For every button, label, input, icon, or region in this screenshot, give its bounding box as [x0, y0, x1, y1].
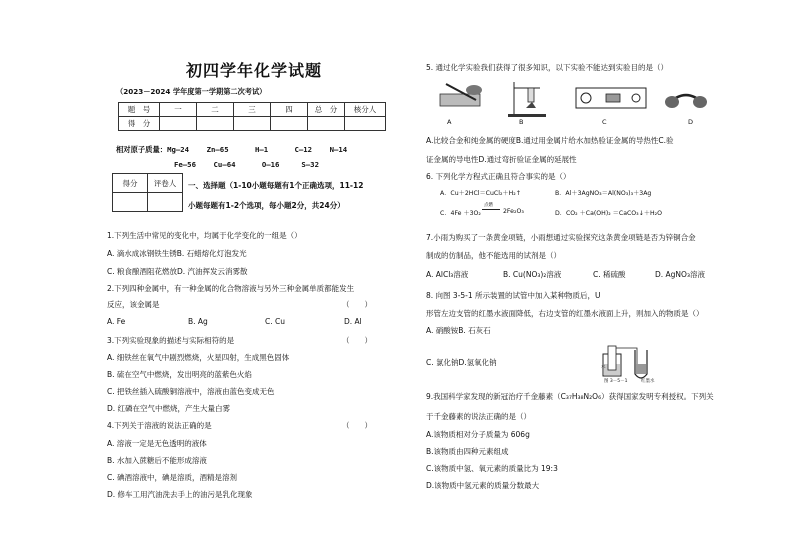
q5-image-d: [665, 95, 707, 108]
q6-option-d: D．CO₂ ＋Ca(OH)₂ ＝CaCO₃↓＋H₂O: [555, 210, 663, 217]
score-cell[interactable]: [197, 117, 234, 131]
q5-options-line2: 证金属的导电性D.通过弯折验证金属的延展性: [426, 155, 577, 164]
answer-paren[interactable]: （ ）: [342, 300, 372, 309]
q5-experiment-images: [436, 80, 751, 118]
exam-subtitle: （2023－2024 学年度第一学期第二次考试）: [116, 87, 267, 96]
question-2-cont: 反应，该金属是: [107, 300, 160, 309]
score-cell[interactable]: [308, 117, 345, 131]
q3-option-c: C. 把铁丝插入硫酸铜溶液中，溶液由蓝色变成无色: [107, 387, 275, 396]
score-header-cell: 二: [197, 103, 234, 117]
q4-option-c: C. 碘酒溶液中，碘是溶质，酒精是溶剂: [107, 473, 238, 482]
score-header-cell: 核分人: [345, 103, 386, 117]
q1-option-cd: C. 粮食酿酒阻花燃放D. 汽油挥发云消雾散: [107, 267, 248, 276]
section-one-heading: [188, 176, 388, 216]
grader-name-label: 评卷人: [148, 174, 183, 193]
question-2: 2.下列四种金属中，有一种金属的化合物溶液与另外三种金属单质都能发生: [107, 284, 355, 293]
answer-paren[interactable]: （ ）: [342, 336, 372, 345]
question-1: 1.下列生活中常见的变化中，均属于化学变化的一组是（）: [107, 231, 302, 240]
q7-option-a: A. AlCl₃溶液: [426, 270, 469, 279]
q6-option-a: A．Cu＋2HCl＝CuCl₂＋H₂↑: [440, 190, 521, 197]
q6-option-c: C．4Fe ＋3O₂: [440, 210, 481, 217]
question-3: 3.下列实验现象的描述与实际相符的是: [107, 336, 235, 345]
question-5: 5. 通过化学实验我们获得了很多知识，以下实验不能达到实验目的是（）: [426, 63, 669, 72]
q8-option-ab: A. 硝酸铵B. 石灰石: [426, 326, 491, 335]
q8-option-cd: C. 氯化钠D.氢氧化钠: [426, 358, 497, 367]
q3-option-d: D. 红磷在空气中燃烧，产生大量白雾: [107, 404, 231, 413]
section-heading-line: 一、选择题（1-10小题每题有1个正确选项，11-12: [188, 181, 364, 190]
q5-image-c: [576, 88, 646, 108]
figure-ink-label: 红墨水: [641, 379, 655, 384]
q6-option-b: B．Al＋3AgNO₃＝Al(NO₃)₃＋3Ag: [555, 190, 652, 197]
q5-image-a: [440, 84, 482, 106]
q9-option-c: C.该物质中氢、氧元素的质量比为 19:3: [426, 464, 558, 473]
exam-title: 初四学年化学试题: [186, 61, 323, 80]
grader-name-cell[interactable]: [148, 193, 183, 212]
atomic-masses-line2: Fe—56 Cu—64 O—16 S—32: [174, 160, 319, 169]
q7-option-d: D. AgNO₃溶液: [655, 270, 705, 279]
atomic-masses-line1: 相对原子质量：Mg—24 Zn—65 H—1 C—12 N—14: [116, 145, 348, 154]
grader-score-cell[interactable]: [113, 193, 148, 212]
q4-option-b: B. 水加入蔗糖后不能形成溶液: [107, 456, 207, 465]
score-table: [118, 102, 386, 131]
question-9-cont: 于千金藤素的说法正确的是（）: [426, 412, 531, 421]
q4-option-d: D. 修车工用汽油洗去手上的油污是乳化现象: [107, 490, 253, 499]
question-8: 8. 向图 3-5-1 所示装置的试管中加入某种物质后，U: [426, 291, 601, 300]
question-8-cont: 形管左边支管的红墨水液面降低，右边支管的红墨水液面上升，则加入的物质是（）: [426, 309, 704, 318]
question-9: 9.我国科学家发现的新冠治疗千金藤素（C₃₇H₃₈N₂O₆）获得国家发明专利授权。下列关: [426, 392, 714, 401]
q5-label-c: C: [602, 118, 607, 126]
q2-option-b: B. Ag: [188, 317, 208, 326]
q5-label-a: A: [447, 118, 452, 126]
score-header-cell: 四: [271, 103, 308, 117]
q4-option-a: A. 溶液一定是无色透明的液体: [107, 439, 207, 448]
score-cell[interactable]: [160, 117, 197, 131]
score-cell[interactable]: [345, 117, 386, 131]
q2-option-d: D. Al: [344, 317, 362, 326]
grader-score-label: 得分: [113, 174, 148, 193]
question-7-cont: 制成的仿制品，他不能选用的试剂是（）: [426, 251, 561, 260]
q9-option-a: A.该物质相对分子质量为 606g: [426, 430, 530, 439]
q1-option-ab: A. 滴水成冰钢铁生锈B. 石蜡熔化灯泡发光: [107, 249, 247, 258]
section-heading-line: 小题每题有1-2个选项，每小题2分，共24分）: [188, 201, 345, 210]
score-row-label: 得 分: [119, 117, 160, 131]
q5-image-b: [508, 82, 546, 117]
q5-label-d: D: [688, 118, 694, 126]
q7-option-c: C. 稀硫酸: [593, 270, 626, 279]
q2-option-c: C. Cu: [265, 317, 285, 326]
figure-caption: 图 3－5－1: [604, 379, 628, 384]
score-header-cell: 题 号: [119, 103, 160, 117]
q7-option-b: B. Cu(NO₃)₂溶液: [503, 270, 562, 279]
score-header-cell: 三: [234, 103, 271, 117]
q6-condition: 点燃: [484, 203, 493, 208]
q5-label-b: B: [519, 118, 524, 126]
q5-options-line1: A.比较合金和纯金属的硬度B.通过用金属片给水加热验证金属的导热性C.验: [426, 136, 674, 145]
score-cell[interactable]: [271, 117, 308, 131]
q3-option-b: B. 硫在空气中燃烧，发出明亮的蓝紫色火焰: [107, 370, 252, 379]
q6-equals-line: [482, 209, 500, 210]
q9-option-b: B.该物质由四种元素组成: [426, 447, 509, 456]
grader-table: [112, 173, 183, 212]
score-header-cell: 总 分: [308, 103, 345, 117]
answer-paren[interactable]: （ ）: [342, 421, 372, 430]
question-6: 6. 下列化学方程式正确且符合事实的是（）: [426, 172, 571, 181]
score-header-cell: 一: [160, 103, 197, 117]
q6-option-c-product: 2Fe₂O₃: [503, 208, 524, 215]
question-4: 4.下列关于溶液的说法正确的是: [107, 421, 212, 430]
figure-water-label: 水: [601, 365, 606, 370]
q3-option-a: A. 细铁丝在氧气中剧烈燃烧，火星四射，生成黑色固体: [107, 353, 290, 362]
score-cell[interactable]: [234, 117, 271, 131]
question-7: 7.小雨为购买了一条黄金项链，小雨想通过实验探究这条黄金项链是否为锌铜合金: [426, 233, 696, 242]
q9-option-d: D.该物质中氢元素的质量分数最大: [426, 481, 540, 490]
q2-option-a: A. Fe: [107, 317, 126, 326]
